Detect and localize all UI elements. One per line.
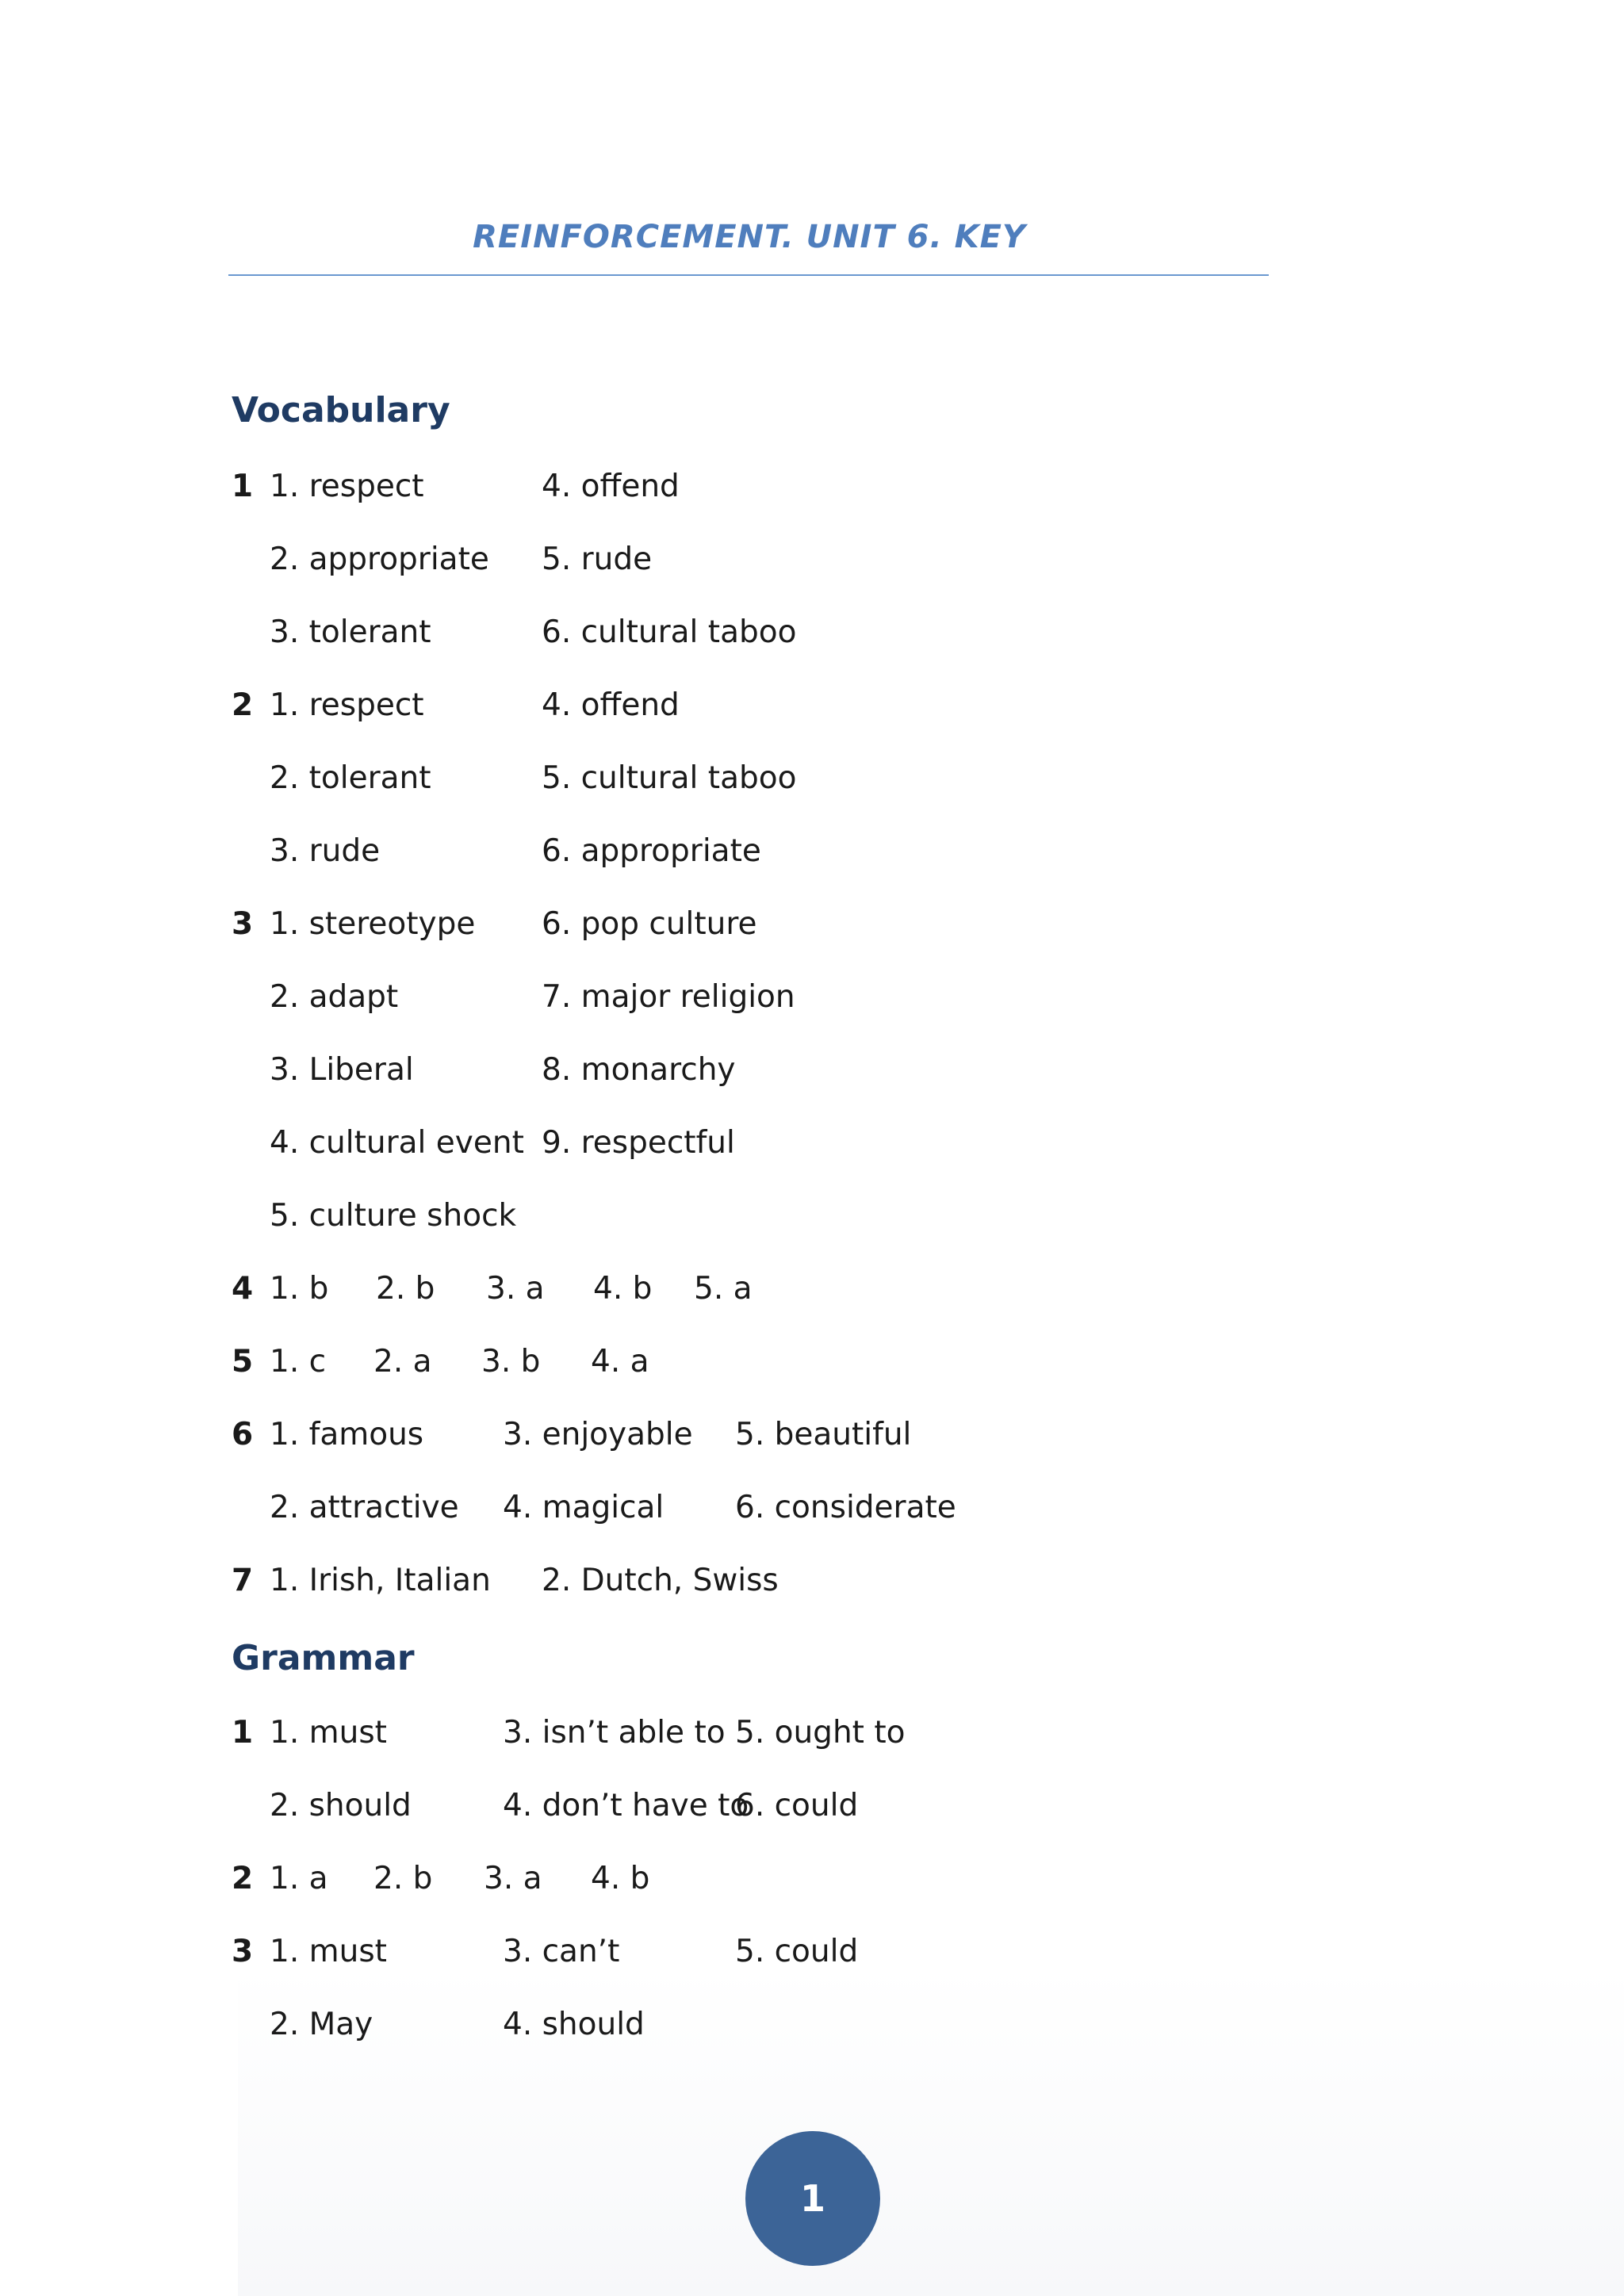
answer-item: 5. ought to — [735, 1715, 906, 1751]
answer-item: 3. rude — [270, 833, 381, 869]
answer-item: 8. monarchy — [542, 1052, 736, 1088]
exercise-number: 1 — [232, 1715, 254, 1751]
answer-item: 4. offend — [542, 469, 680, 504]
page-number-badge — [745, 2131, 880, 2266]
answer-item: 6. appropriate — [542, 833, 761, 869]
answer-item: 1. Irish, Italian — [270, 1563, 491, 1598]
answer-item: 2. Dutch, Swiss — [542, 1563, 779, 1598]
answer-item: 7. major religion — [542, 979, 795, 1015]
answer-item: 6. cultural taboo — [542, 614, 797, 650]
answer-item: 3. a — [486, 1271, 545, 1307]
answer-item: 5. could — [735, 1934, 859, 1969]
exercise-number: 5 — [232, 1344, 254, 1380]
answer-item: 2. attractive — [270, 1490, 459, 1525]
answer-item: 4. should — [503, 2007, 645, 2042]
answer-item: 3. enjoyable — [503, 1417, 693, 1452]
answer-item: 1. respect — [270, 469, 424, 504]
answer-item: 9. respectful — [542, 1125, 735, 1161]
answer-item: 1. famous — [270, 1417, 424, 1452]
page-number: 1 — [799, 2177, 825, 2220]
answer-item: 3. isn’t able to — [503, 1715, 726, 1751]
answer-item: 2. b — [373, 1861, 433, 1896]
answer-item: 6. could — [735, 1788, 859, 1823]
answer-item: 1. stereotype — [270, 906, 476, 942]
answer-item: 2. appropriate — [270, 541, 489, 577]
page-title: REINFORCEMENT. UNIT 6. KEY — [473, 219, 1026, 255]
exercise-number: 4 — [232, 1271, 254, 1307]
exercise-number: 2 — [232, 687, 254, 723]
answer-item: 1. respect — [270, 687, 424, 723]
answer-item: 5. beautiful — [735, 1417, 912, 1452]
answer-item: 2. May — [270, 2007, 373, 2042]
answer-item: 3. b — [481, 1344, 541, 1380]
exercise-number: 3 — [232, 906, 254, 942]
title-underline — [228, 274, 1269, 276]
answer-item: 1. must — [270, 1715, 387, 1751]
answer-item: 3. Liberal — [270, 1052, 414, 1088]
answer-item: 2. a — [373, 1344, 432, 1380]
answer-item: 1. c — [270, 1344, 327, 1380]
answer-item: 1. b — [270, 1271, 329, 1307]
answer-item: 5. cultural taboo — [542, 760, 797, 796]
answer-item: 1. a — [270, 1861, 328, 1896]
answer-item: 4. a — [591, 1344, 649, 1380]
answer-item: 4. don’t have to — [503, 1788, 749, 1823]
answer-item: 2. tolerant — [270, 760, 431, 796]
answer-item: 4. b — [593, 1271, 653, 1307]
answer-item: 4. offend — [542, 687, 680, 723]
answer-item: 4. cultural event — [270, 1125, 524, 1161]
answer-item: 5. rude — [542, 541, 653, 577]
answer-item: 5. a — [694, 1271, 753, 1307]
exercise-number: 7 — [232, 1563, 254, 1598]
answer-item: 1. must — [270, 1934, 387, 1969]
answer-item: 4. b — [591, 1861, 650, 1896]
answer-item: 2. should — [270, 1788, 412, 1823]
exercise-number: 3 — [232, 1934, 254, 1969]
answer-item: 4. magical — [503, 1490, 665, 1525]
answer-item: 2. b — [376, 1271, 435, 1307]
answer-item: 3. a — [484, 1861, 542, 1896]
grammar-heading: Grammar — [232, 1638, 415, 1678]
answer-item: 5. culture shock — [270, 1198, 517, 1234]
vocabulary-heading: Vocabulary — [232, 390, 450, 430]
answer-item: 6. considerate — [735, 1490, 956, 1525]
exercise-number: 2 — [232, 1861, 254, 1896]
answer-item: 2. adapt — [270, 979, 399, 1015]
exercise-number: 6 — [232, 1417, 254, 1452]
answer-item: 3. can’t — [503, 1934, 620, 1969]
answer-item: 6. pop culture — [542, 906, 757, 942]
answer-item: 3. tolerant — [270, 614, 431, 650]
page-background — [238, 1966, 1624, 2296]
exercise-number: 1 — [232, 469, 254, 504]
